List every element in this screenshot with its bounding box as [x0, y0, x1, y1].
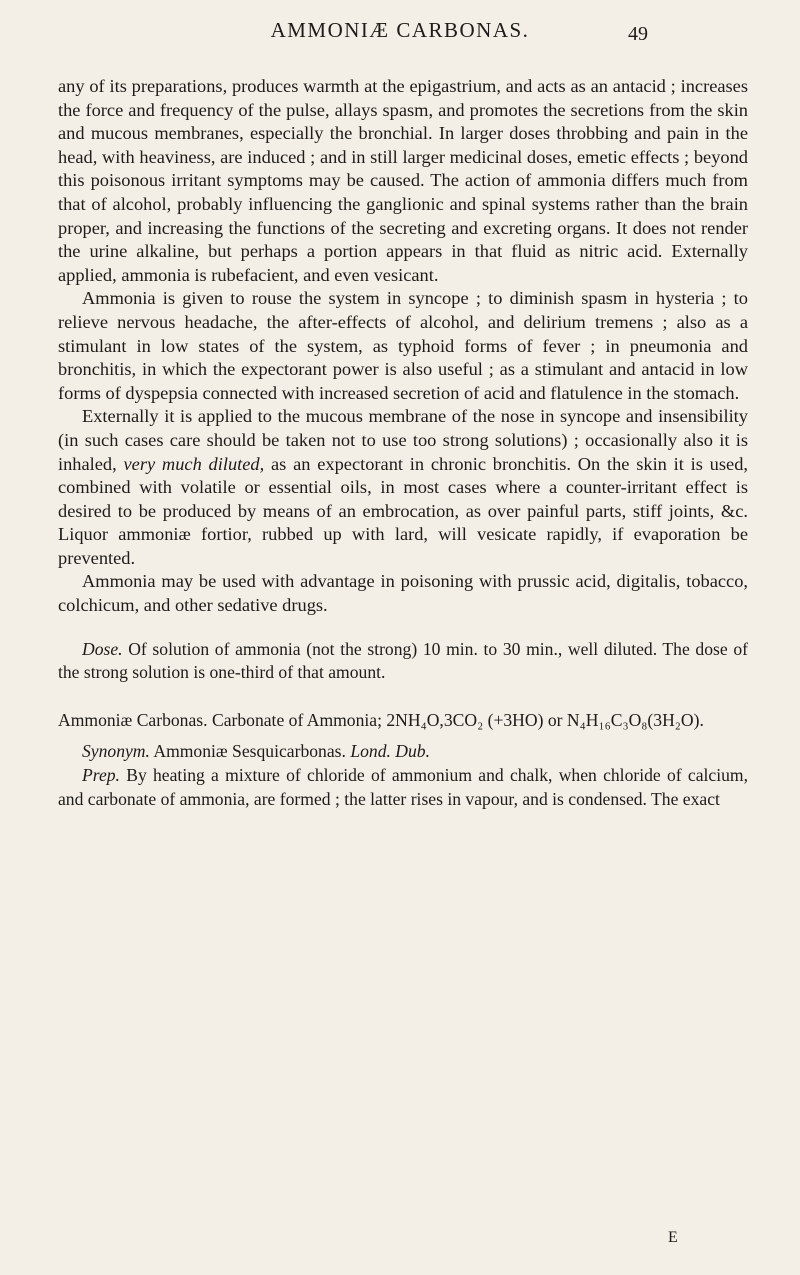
synonym-label: Synonym. — [82, 741, 150, 762]
external-use-text-a: Externally it is applied to the mucous membrane of the nose in syncope and insensibility (in such cases care should be taken not to use too strong solutions) ; occasionally also it is inhaled, — [58, 406, 748, 474]
running-title: AMMONIÆ CARBONAS. — [270, 18, 530, 42]
prep-text: By heating a mixture of chloride of ammonium and chalk, when chloride of calcium, and carbonate of ammonia, are formed ; the latter rises in vapour, and is condensed. The exact — [58, 765, 748, 809]
paragraph-effects: any of its preparations, produces warmth at the epigastrium, and acts as an antacid ; increases the force and frequency of the pulse, allays spasm, and promotes the secretions from the skin and mucous membranes, especially the bronchial. In larger doses throbbing and pain in the head, with heaviness, are induced ; and in still larger medicinal doses, emetic effects ; beyond this poisonous irritant symptoms may be caused. The action of ammonia differs much from that of alcohol, probably influencing the ganglionic and spinal systems rather than the brain proper, and increasing the functions of the secreting and excreting organs. It does not render the urine alkaline, but perhaps a portion appears in that fluid as nitric acid. Externally applied, ammonia is rubefacient, and even vesicant. — [58, 76, 748, 285]
synonym-refs: Lond. Dub. — [350, 741, 430, 762]
dose-text: Of solution of ammonia (not the strong) 10 min. to 30 min., well diluted. The dose of the strong solution is one-third of that amount. — [58, 638, 748, 683]
paragraph-poisoning: Ammonia may be used with advantage in poisoning with prussic acid, digitalis, tobacco, colchicum, and other sedative drugs. — [58, 571, 748, 616]
page-number: 49 — [628, 23, 648, 45]
ammonium-formula: Carbonate of Ammonia; 2NH₄O,3CO₂ (+3HO) or N₄H₁₆C₃O₈(3H₂O). — [211, 709, 704, 730]
paragraph-external-use — [58, 405, 748, 570]
synonym-text: Ammoniæ Sesquicarbonas. — [153, 741, 346, 762]
running-head — [0, 14, 800, 46]
ammonium-title: Ammoniæ Carbonas. — [58, 709, 208, 730]
external-use-italic: very much diluted, — [123, 453, 265, 474]
paragraph-ammonium-carbonate — [58, 709, 748, 733]
prep-label: Prep. — [82, 765, 120, 786]
paragraph-uses: Ammonia is given to rouse the system in syncope ; to diminish spasm in hysteria ; to relieve nervous headache, the after-effects of alcohol, and delirium tremens ; also as a stimulant in low states of the system, as typhoid forms of fever ; in pneumonia and bronchitis, in which the expectorant power is also useful ; as a stimulant and antacid in low forms of dyspepsia connected with increased secretion of acid and flatulence in the stomach. — [58, 288, 748, 403]
paragraph-synonym — [58, 740, 748, 764]
paragraph-preparation — [58, 764, 748, 811]
signature-mark: E — [668, 1229, 679, 1246]
paragraph-dose — [58, 638, 748, 685]
external-use-text-b: as an expectorant in chronic bronchitis. On the skin it is used, combined with volatile or essential oils, in most cases where a counter-irritant effect is desired to be produced by means of an embrocation, as over painful parts, stiff joints, &c. Liquor ammoniæ fortior, rubbed up with lard, will vesicate rapidly, if evaporation be prevented. — [58, 453, 748, 568]
body-text — [58, 75, 748, 811]
dose-label: Dose. — [82, 638, 123, 659]
